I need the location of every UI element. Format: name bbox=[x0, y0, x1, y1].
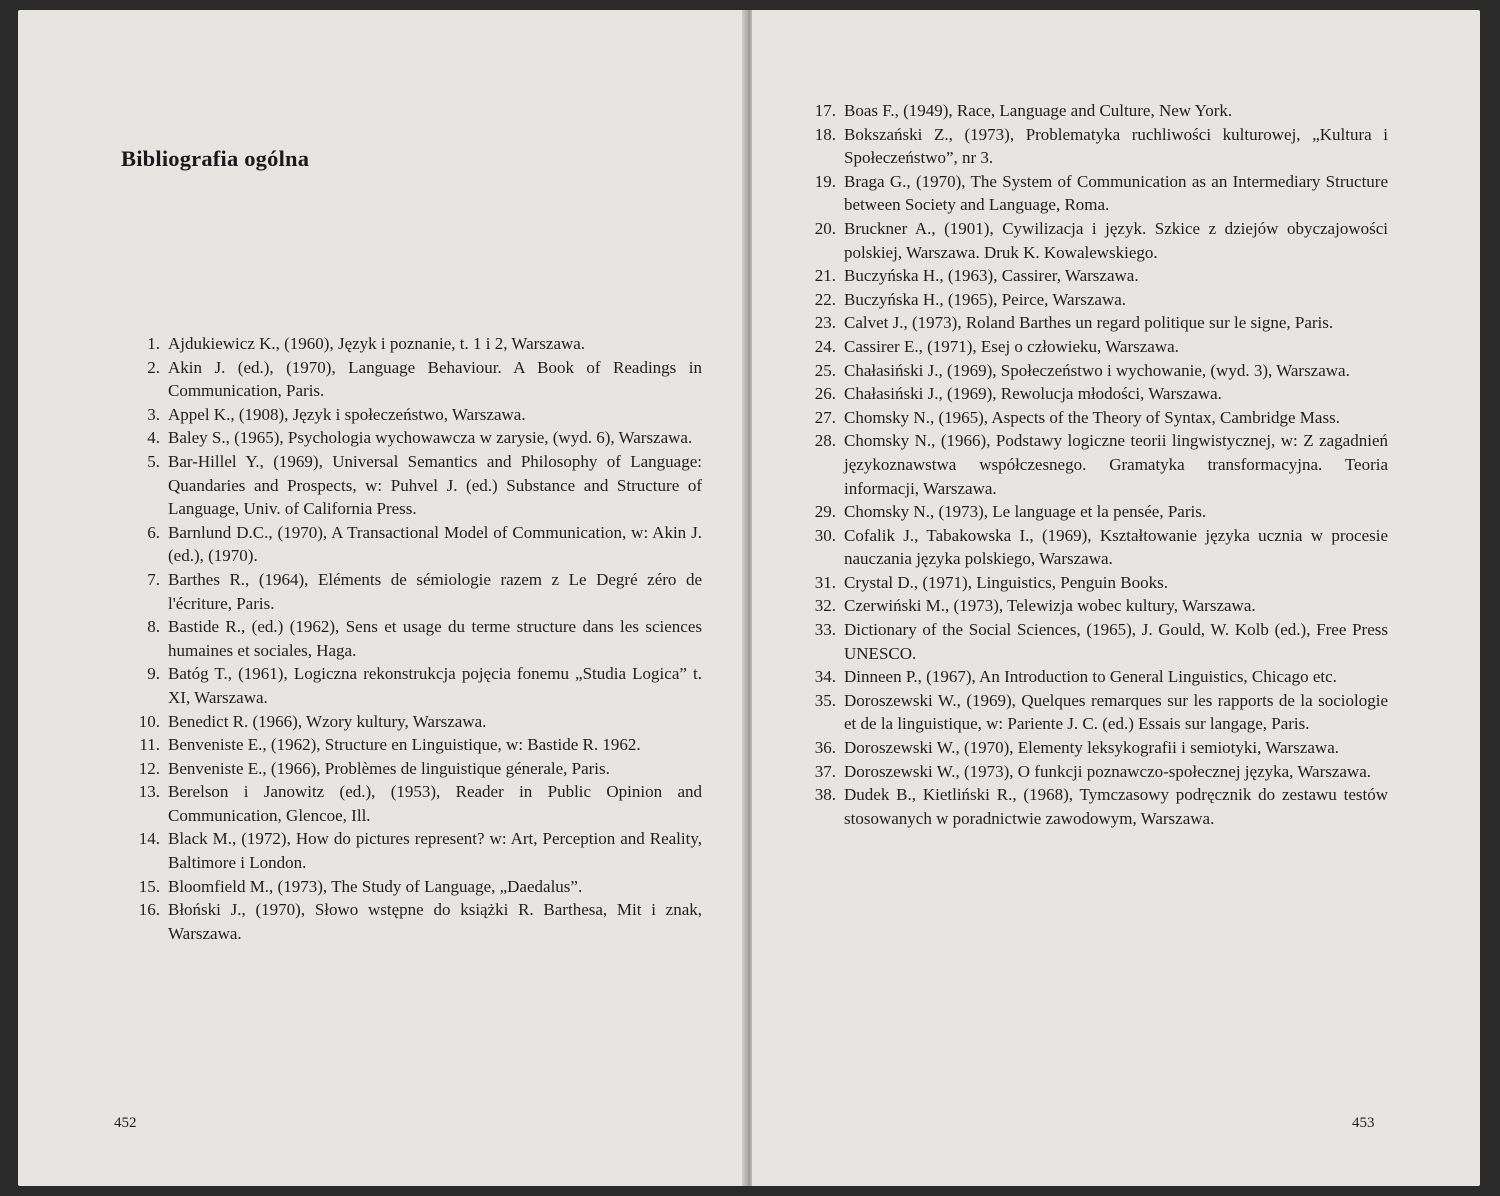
entry-text: Ajdukiewicz K., (1960), Język i poznanie, t. 1 i 2, Warszawa. bbox=[168, 334, 586, 353]
page-number-left: 452 bbox=[114, 1115, 137, 1131]
bibliography-entry bbox=[802, 736, 1388, 760]
entry-text: Black M., (1972), How do pictures represent? w: Art, Perception and Reality, Baltimore i London. bbox=[168, 829, 702, 873]
entry-text: Benedict R. (1966), Wzory kultury, Warszawa. bbox=[168, 711, 487, 731]
entry-number: 5. bbox=[147, 451, 160, 471]
entry-text: Batóg T., (1961), Logiczna rekonstrukcja pojęcia fonemu „Studia Logica” t. XI, Warszawa. bbox=[168, 664, 702, 707]
entry-number: 16. bbox=[138, 900, 160, 920]
entry-number: 33. bbox=[814, 620, 836, 640]
entry-text: Czerwiński M., (1973), Telewizja wobec kultury, Warszawa. bbox=[844, 596, 1256, 616]
bibliography-list-left bbox=[128, 332, 702, 945]
bibliography-entry bbox=[128, 875, 702, 899]
entry-text: Bar-Hillel Y., (1969), Universal Semantics and Philosophy of Language: Quandaries and Prospects, w: Puhvel J. (ed.) Substance and Structure of Language, Univ. of California Press. bbox=[168, 451, 702, 519]
entry-text: Bokszański Z., (1973), Problematyka ruchliwości kulturowej, „Kultura i Społeczeństwo”, nr 3. bbox=[844, 124, 1388, 168]
entry-number: 20. bbox=[814, 218, 836, 238]
bibliography-entry bbox=[802, 783, 1388, 830]
bibliography-list-right bbox=[802, 99, 1388, 830]
entry-number: 36. bbox=[814, 738, 836, 758]
entry-number: 15. bbox=[138, 876, 160, 896]
entry-number: 11. bbox=[139, 735, 160, 755]
bibliography-entry bbox=[802, 524, 1388, 571]
entry-number: 21. bbox=[814, 266, 836, 286]
entry-number: 26. bbox=[814, 384, 836, 404]
entry-number: 8. bbox=[147, 617, 160, 637]
entry-text: Doroszewski W., (1969), Quelques remarques sur les rapports de la sociologie et de la linguistique, w: Pariente J. C. (ed.) Essais sur langage, Paris. bbox=[844, 690, 1388, 734]
bibliography-entry bbox=[802, 123, 1388, 170]
bibliography-entry bbox=[802, 571, 1388, 595]
entry-number: 29. bbox=[814, 502, 836, 522]
bibliography-entry bbox=[128, 356, 702, 403]
bibliography-entry bbox=[802, 594, 1388, 618]
bibliography-entry bbox=[802, 760, 1388, 784]
entry-number: 4. bbox=[147, 428, 160, 448]
entry-text: Bastide R., (ed.) (1962), Sens et usage du terme structure dans les sciences humaines et sociales, Haga. bbox=[168, 617, 702, 660]
bibliography-entry bbox=[128, 568, 702, 615]
bibliography-entry bbox=[802, 382, 1388, 406]
entry-text: Berelson i Janowitz (ed.), (1953), Reader in Public Opinion and Communication, Glencoe, Ill. bbox=[168, 782, 702, 825]
entry-text: Crystal D., (1971), Linguistics, Penguin Books. bbox=[844, 572, 1168, 592]
entry-text: Bruckner A., (1901), Cywilizacja i język. Szkice z dziejów obyczajowości polskiej, Warszawa. Druk K. Kowalewskiego. bbox=[844, 218, 1388, 262]
entry-number: 18. bbox=[814, 124, 836, 144]
bibliography-entry bbox=[802, 170, 1388, 217]
bibliography-entry bbox=[128, 426, 702, 450]
entry-text: Doroszewski W., (1970), Elementy leksykografii i semiotyki, Warszawa. bbox=[844, 738, 1339, 758]
bibliography-entry bbox=[802, 429, 1388, 500]
entry-text: Błoński J., (1970), Słowo wstępne do książki R. Barthesa, Mit i znak, Warszawa. bbox=[168, 900, 702, 943]
entry-number: 24. bbox=[814, 336, 836, 356]
entry-text: Benveniste E., (1962), Structure en Linguistique, w: Bastide R. 1962. bbox=[168, 735, 641, 755]
bibliography-entry bbox=[802, 335, 1388, 359]
bibliography-entry bbox=[802, 99, 1388, 123]
entry-number: 34. bbox=[814, 667, 836, 687]
entry-text: Braga G., (1970), The System of Communication as an Intermediary Structure between Society and Language, Roma. bbox=[844, 171, 1388, 215]
entry-number: 38. bbox=[814, 785, 836, 805]
left-page bbox=[18, 10, 746, 1186]
bibliography-entry bbox=[128, 332, 702, 356]
entry-number: 25. bbox=[814, 360, 836, 380]
entry-number: 10. bbox=[138, 711, 160, 731]
entry-text: Calvet J., (1973), Roland Barthes un regard politique sur le signe, Paris. bbox=[844, 313, 1334, 333]
entry-number: 9. bbox=[147, 664, 160, 684]
entry-number: 28. bbox=[814, 431, 836, 451]
bibliography-entry bbox=[802, 618, 1388, 665]
entry-text: Barnlund D.C., (1970), A Transactional Model of Communication, w: Akin J. (ed.), (1970). bbox=[168, 522, 702, 566]
entry-number: 32. bbox=[814, 596, 836, 616]
bibliography-entry bbox=[802, 406, 1388, 430]
entry-text: Benveniste E., (1966), Problèmes de linguistique génerale, Paris. bbox=[168, 758, 610, 778]
entry-number: 35. bbox=[814, 690, 836, 710]
page-number-right: 453 bbox=[1352, 1115, 1375, 1131]
bibliography-entry bbox=[128, 403, 702, 427]
bibliography-entry bbox=[128, 662, 702, 709]
entry-text: Chałasiński J., (1969), Rewolucja młodości, Warszawa. bbox=[844, 384, 1222, 404]
entry-text: Buczyńska H., (1965), Peirce, Warszawa. bbox=[844, 289, 1127, 309]
bibliography-entry bbox=[802, 217, 1388, 264]
bibliography-entry bbox=[128, 780, 702, 827]
entry-text: Appel K., (1908), Język i społeczeństwo, Warszawa. bbox=[168, 404, 526, 424]
entry-text: Cofalik J., Tabakowska I., (1969), Kształtowanie języka ucznia w procesie nauczania języka polskiego, Warszawa. bbox=[844, 525, 1388, 569]
bibliography-entry bbox=[128, 521, 702, 568]
entry-text: Doroszewski W., (1973), O funkcji poznawczo-społecznej języka, Warszawa. bbox=[844, 761, 1372, 781]
entry-number: 22. bbox=[814, 289, 836, 309]
entry-number: 37. bbox=[814, 761, 836, 781]
entry-text: Boas F., (1949), Race, Language and Culture, New York. bbox=[844, 101, 1233, 120]
bibliography-entry bbox=[802, 500, 1388, 524]
entry-text: Chomsky N., (1965), Aspects of the Theory of Syntax, Cambridge Mass. bbox=[844, 407, 1340, 427]
page-heading: Bibliografia ogólna bbox=[121, 146, 310, 171]
entry-text: Bloomfield M., (1973), The Study of Language, „Daedalus”. bbox=[168, 876, 583, 896]
entry-text: Barthes R., (1964), Eléments de sémiologie razem z Le Degré zéro de l'écriture, Paris. bbox=[168, 569, 702, 613]
entry-number: 3. bbox=[147, 404, 160, 424]
entry-text: Chomsky N., (1973), Le language et la pensée, Paris. bbox=[844, 502, 1207, 522]
entry-number: 12. bbox=[138, 758, 160, 778]
entry-text: Baley S., (1965), Psychologia wychowawcza w zarysie, (wyd. 6), Warszawa. bbox=[168, 428, 693, 448]
entry-number: 2. bbox=[147, 357, 160, 377]
bibliography-entry bbox=[802, 689, 1388, 736]
bibliography-entry bbox=[802, 288, 1388, 312]
bibliography-entry bbox=[802, 311, 1388, 335]
bibliography-entry bbox=[128, 615, 702, 662]
bibliography-entry bbox=[128, 710, 702, 734]
bibliography-entry bbox=[128, 898, 702, 945]
entry-number: 27. bbox=[814, 407, 836, 427]
bibliography-entry bbox=[802, 264, 1388, 288]
entry-text: Buczyńska H., (1963), Cassirer, Warszawa. bbox=[844, 266, 1139, 286]
entry-number: 6. bbox=[147, 522, 160, 542]
entry-text: Dinneen P., (1967), An Introduction to General Linguistics, Chicago etc. bbox=[844, 667, 1337, 687]
entry-text: Dictionary of the Social Sciences, (1965), J. Gould, W. Kolb (ed.), Free Press UNESCO. bbox=[844, 620, 1388, 663]
entry-number: 1. bbox=[147, 334, 160, 353]
bibliography-entry bbox=[128, 757, 702, 781]
entry-number: 30. bbox=[814, 525, 836, 545]
bibliography-entry bbox=[802, 665, 1388, 689]
entry-text: Akin J. (ed.), (1970), Language Behaviour. A Book of Readings in Communication, Paris. bbox=[168, 357, 702, 401]
entry-text: Chałasiński J., (1969), Społeczeństwo i wychowanie, (wyd. 3), Warszawa. bbox=[844, 360, 1350, 380]
bibliography-entry bbox=[128, 827, 702, 874]
entry-number: 17. bbox=[814, 101, 836, 120]
entry-number: 31. bbox=[814, 572, 836, 592]
right-page bbox=[752, 10, 1480, 1186]
bibliography-entry bbox=[128, 733, 702, 757]
bibliography-entry bbox=[128, 450, 702, 521]
bibliography-entry bbox=[802, 359, 1388, 383]
entry-text: Cassirer E., (1971), Esej o człowieku, Warszawa. bbox=[844, 336, 1179, 356]
entry-number: 13. bbox=[138, 782, 160, 802]
entry-number: 14. bbox=[138, 829, 160, 849]
entry-text: Dudek B., Kietliński R., (1968), Tymczasowy podręcznik do zestawu testów stosowanych w poradnictwie zawodowym, Warszawa. bbox=[844, 785, 1388, 828]
entry-number: 19. bbox=[814, 171, 836, 191]
entry-number: 23. bbox=[814, 313, 836, 333]
entry-number: 7. bbox=[147, 569, 160, 589]
entry-text: Chomsky N., (1966), Podstawy logiczne teorii lingwistycznej, w: Z zagadnień językoznawstwa współczesnego. Gramatyka transformacyjna. Teoria informacji, Warszawa. bbox=[844, 431, 1388, 498]
